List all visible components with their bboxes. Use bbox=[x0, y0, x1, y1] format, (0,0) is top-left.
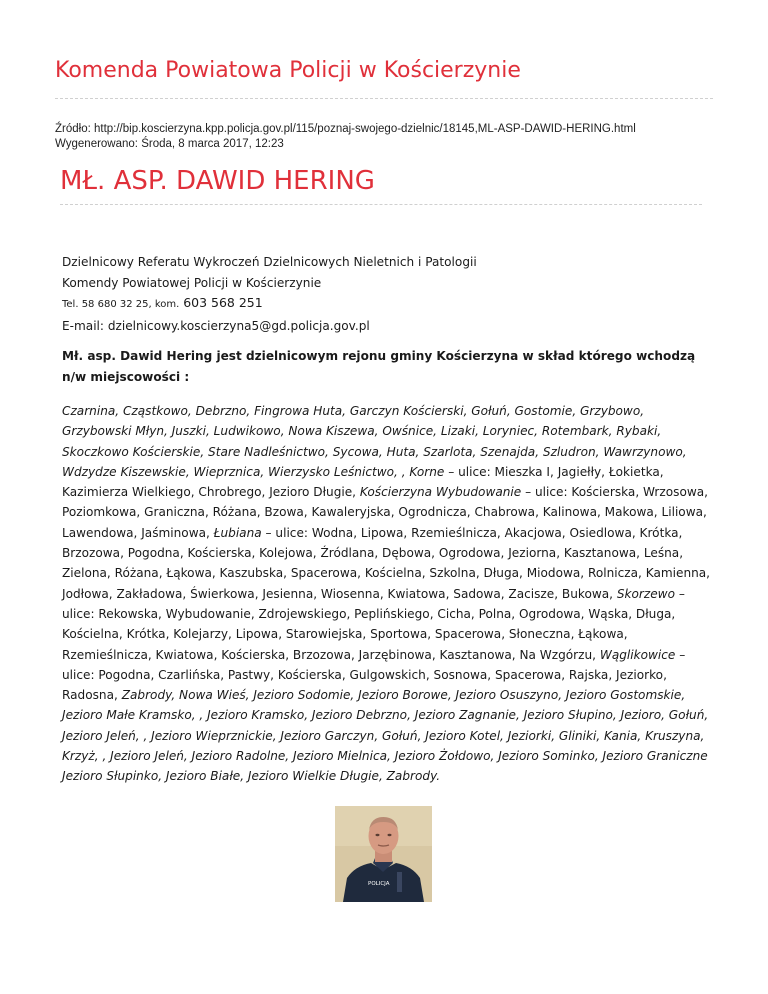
email: E-mail: dzielnicowy.koscierzyna5@gd.policja.gov.pl bbox=[62, 318, 370, 333]
officer-photo bbox=[335, 806, 432, 902]
places-waglikowice: Wąglikowice bbox=[599, 647, 676, 662]
police-badge-text: POLICJA bbox=[368, 881, 390, 887]
telephone-mobile: 603 568 251 bbox=[183, 295, 263, 310]
header-divider bbox=[55, 98, 713, 99]
telephone-prefix: Tel. 58 680 32 25, kom. bbox=[62, 299, 180, 310]
places-lubiana: Łubiana bbox=[213, 525, 262, 540]
generated-date: Wygenerowano: Środa, 8 marca 2017, 12:23 bbox=[55, 138, 284, 150]
lead-paragraph: Mł. asp. Dawid Hering jest dzielnicowym rejonu gminy Kościerzyna w skład którego wchodzą n/w miejscowości : bbox=[62, 349, 696, 384]
position-line-2: Komendy Powiatowej Policji w Kościerzynie bbox=[62, 275, 322, 290]
places-skorzewo-streets: – ulice: Rekowska, Wybudowanie, Zdrojewskiego, Peplińskiego, Cicha, Polna, Ogrodowa, Wąska, Długa, Kościelna, Krótka, Kolejarzy, Lipowa, Starowiejska, Sportowa, Spacerowa, Słoneczna, Łąkowa, Rzemieślnicza, Kwiatowa, Kościerska, Brzozowa, Jarzębinowa, Kasztanowa, Na Wzgórzu, bbox=[62, 586, 685, 662]
title-divider bbox=[60, 204, 702, 205]
site-title: Komenda Powiatowa Policji w Kościerzynie bbox=[55, 58, 521, 83]
document-meta bbox=[55, 122, 636, 152]
article-content bbox=[62, 252, 712, 787]
article-title: MŁ. ASP. DAWID HERING bbox=[60, 166, 375, 196]
places-lubiana-streets: – ulice: Wodna, Lipowa, Rzemieślnicza, Akacjowa, Osiedlowa, Krótka, Brzozowa, Pogodna, Kościerska, Kolejowa, Źródlana, Dębowa, Ogrodowa, Jeziorna, Kasztanowa, Leśna, Zielona, Różana, Łąkowa, Kaszubska, Spacerowa, Kościelna, Szkolna, Długa, Miodowa, Rolnicza, Kamienna, Jodłowa, Zakładowa, Świerkowa, Jesienna, Wiosenna, Kwiatowa, Sadowa, Zacisze, Bukowa, bbox=[62, 525, 711, 601]
places-waglikowice-streets: – ulice: Pogodna, Czarlińska, Pastwy, Kościerska, Gulgowskich, Sosnowa, Spacerowa, Rajska, Jeziorko, Radosna, bbox=[62, 647, 686, 703]
position-line-1: Dzielnicowy Referatu Wykroczeń Dzielnicowych Nieletnich i Patologii bbox=[62, 255, 477, 269]
places-koscierzyna-streets: – ulice: Kościerska, Wrzosowa, Poziomkowa, Graniczna, Różana, Bzowa, Kawaleryjska, Ogrodnicza, Chabrowa, Kalinowa, Makowa, Liliowa, Lawendowa, Jaśminowa, bbox=[62, 485, 708, 540]
places-koscierzyna-wyb: Kościerzyna Wybudowanie bbox=[359, 485, 522, 500]
places-korne-streets: – ulice: Mieszka I, Jagiełły, Łokietka, Kazimierza Wielkiego, Chrobrego, Jezioro Długie, bbox=[62, 464, 664, 500]
source-url: Źródło: http://bip.koscierzyna.kpp.policja.gov.pl/115/poznaj-swojego-dzielnic/18145,ML-ASP-DAWID-HERING.html bbox=[55, 123, 636, 135]
places-skorzewo: Skorzewo bbox=[616, 586, 675, 601]
places-lakes: Zabrody, Nowa Wieś, Jezioro Sodomie, Jezioro Borowe, Jezioro Osuszyno, Jezioro Gostomskie, Jezioro Małe Kramsko, , Jezioro Kramsko, Jezioro Debrzno, Jezioro Zagnanie, Jezioro Słupino, Jezioro, Gołuń, Jezioro Jeleń, , Jezioro Wieprznickie, Jezioro Garczyn, Gołuń, Jezioro Kotel, Jeziorki, Gliniki, Kania, Kruszyna, Krzyż, , Jezioro Jeleń, Jezioro Radolne, Jezioro Mielnica, Jezioro Żołdowo, Jezioro Sominko, Jezioro Graniczne Jezioro Słupinko, Jezioro Białe, Jezioro Wielkie Długie, Zabrody. bbox=[62, 688, 709, 784]
places-villages: Czarnina, Cząstkowo, Debrzno, Fingrowa Huta, Garczyn Kościerski, Gołuń, Gostomie, Grzybowo, Grzybowski Młyn, Juszki, Ludwikowo, Nowa Kiszewa, Owśnice, Lizaki, Loryniec, Rotembark, Rybaki, Skoczkowo Kościerskie, Stare Nadleśnictwo, Sycowa, Huta, Szarlota, Szenajda, Szludron, Wawrzynowo, Wdzydze Kiszewskie, Wieprznica, Wierzysko Leśnictwo, , Korne bbox=[62, 404, 687, 479]
telephone bbox=[62, 293, 712, 316]
places-paragraph bbox=[62, 401, 712, 787]
